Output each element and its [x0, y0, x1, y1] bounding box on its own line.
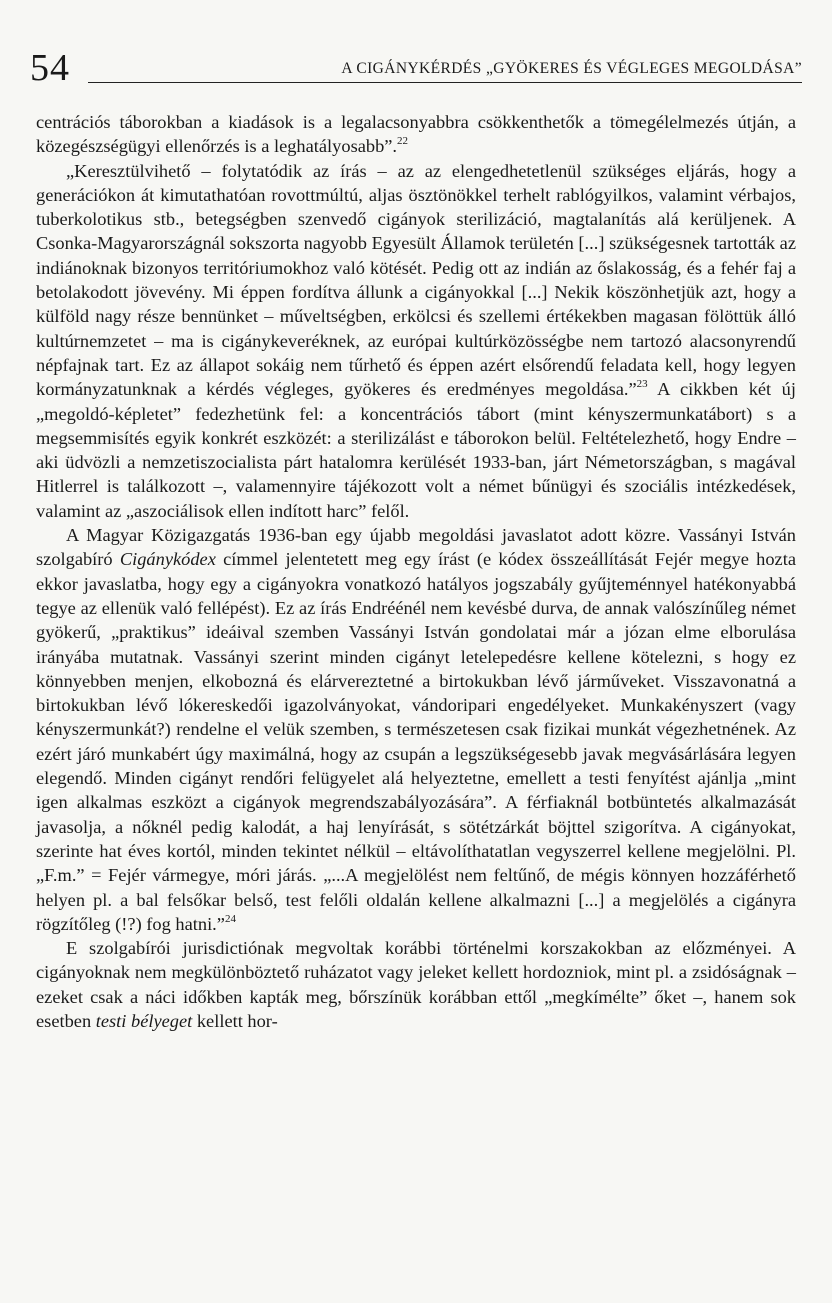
paragraph-3 [36, 523, 796, 936]
paragraph-text: kellett hor- [192, 1010, 278, 1031]
paragraph-text: E szolgabírói jurisdictiónak megvoltak korábbi történelmi korszakokban az előzményei. A cigányoknak nem megkülönböztető ruházatot vagy jeleket kellett hordozniok, mint pl. a zsidóságnak – ezeket csak a náci időkben kapták meg, bőrszínük korábban ettől „megkímélte” őket –, hanem sok esetben [36, 938, 796, 1031]
body-text [36, 110, 796, 1033]
paragraph-2 [36, 159, 796, 523]
paragraph-1 [36, 110, 796, 159]
page-number: 54 [30, 47, 70, 89]
work-title: Cigánykódex [119, 549, 216, 570]
footnote-ref-24[interactable]: 24 [224, 912, 236, 925]
paragraph-text: A cikkben két új „megoldó-képletet” fedezhetünk fel: a koncentrációs tábort (mint kényszermunkatábort) s a megsemmisítés egyik konkrét eszközét: a sterilizálást e táborokon belül. Feltételezhető, hogy Endre – aki üdvözli a nemzetiszocialista párt hatalomra kerülését 1933-ban, járt Németországban, s magával Hitlerrel is találkozott –, valamennyire tájékozott volt a német bűnügyi és szociális intézkedések, valamint az „aszociálisok ellen indított harc” felől. [36, 379, 796, 521]
paragraph-text: címmel jelentetett meg egy írást (e kódex összeállítását Fejér megye hozta ekkor javaslatba, hogy egy a cigányokra vonatkozó hatályos jogszabály gyűjteménnyel hatékonyabbá tegye az ellenük való fellépést). Ez az írás Endréénél nem kevésbé durva, de annak valószínűleg német gyökerű, „praktikus” ideáival szemben Vassányi István gondolatai már a józan elme elborulása irányába mutatnak. Vassányi szerint minden cigányt letelepedésre kellene kötelezni, s hogy ez könnyebben menjen, elkobozná és elárvereztetné a birtokukban lévő járműveket. Visszavonatná a birtokukban lévő lókereskedői igazolványokat, vándoripari engedélyeket. Munkakényszert (vagy kényszermunkát?) rendelne el velük szemben, s természetesen csak fizikai munkát végezhetnének. Az ezért járó munkabért úgy maximálná, hogy az csupán a legszükségesebb javak megvásárlására legyen elegendő. Minden cigányt rendőri felügyelet alá helyeztetne, emellett a testi fenyítést ajánlja „mint igen alkalmas eszközt a cigányok megrendszabályozására”. A férfiaknál botbüntetés alkalmazását javasolja, a nőknél pedig kalodát, a haj lenyírását, s sötétzárkát böjttel szigorítva. A cigányokat, szerinte hat éves kortól, minden tekintet nélkül – eltávolíthatatlan vegyszerrel kellene megjelölni. Pl. „F.m.” = Fejér vármegye, móri járás. „...A megjelölést nem feltűnő, de mégis könnyen hozzáférhető helyen pl. a bal felsőkar belső, test felőli oldalán kellene alkalmazni [...] a megjelölés a cigányra rögzítőleg (!?) fog hatni.” [36, 549, 796, 934]
footnote-ref-23[interactable]: 23 [636, 378, 648, 391]
header-rule [88, 82, 802, 83]
paragraph-4 [36, 936, 796, 1033]
paragraph-text: centrációs táborokban a kiadások is a legalacsonyabbra csökkenthetők a tömegélelmezés útján, a közegészségügyi ellenőrzés is a leghatályosabb”. [36, 112, 796, 157]
emphasis: testi bélyeget [95, 1010, 193, 1031]
footnote-ref-22[interactable]: 22 [397, 135, 409, 148]
running-title: A CIGÁNYKÉRDÉS „GYÖKERES ÉS VÉGLEGES MEGOLDÁSA” [341, 60, 802, 77]
page-header [30, 44, 802, 92]
paragraph-text: „Keresztülvihető – folytatódik az írás – az az elengedhetetlenül szükséges eljárás, hogy a generációkon át kimutathatóan rovottmúltú, aljas ösztönökkel terhelt rablógyilkos, valamint vérbajos, tuberkolotikus stb., betegségben szenvedő cigányok sterilizáció, magtalanítás alá kerüljenek. A Csonka-Magyarországnál sokszorta nagyobb Egyesült Államok területén [...] szükségesnek tartották az indiánoknak bizonyos territóriumokhoz való kötését. Pedig ott az indián az őslakosság, és a fehér faj a betolakodott jövevény. Mi éppen fordítva állunk a cigányokkal [...] Nekik köszönhetjük azt, hogy a külföld nagy része bennünket – műveltségben, erkölcsi és szellemi értékekben magasan fölöttük álló kultúrnemzetet – ma is cigánykeveréknek, az európai kultúrközösségbe nem tartozó alacsonyrendű népfajnak tart. Ez az állapot sokáig nem tűrhető és éppen azért elsőrendű feladata kell, hogy legyen kormányzatunknak a kérdés végleges, gyökeres és eredményes megoldása.” [36, 160, 796, 400]
paragraph-text: A Magyar Közigazgatás 1936-ban egy újabb megoldási javaslatot adott közre. Vassányi István szolgabíró [36, 525, 796, 570]
